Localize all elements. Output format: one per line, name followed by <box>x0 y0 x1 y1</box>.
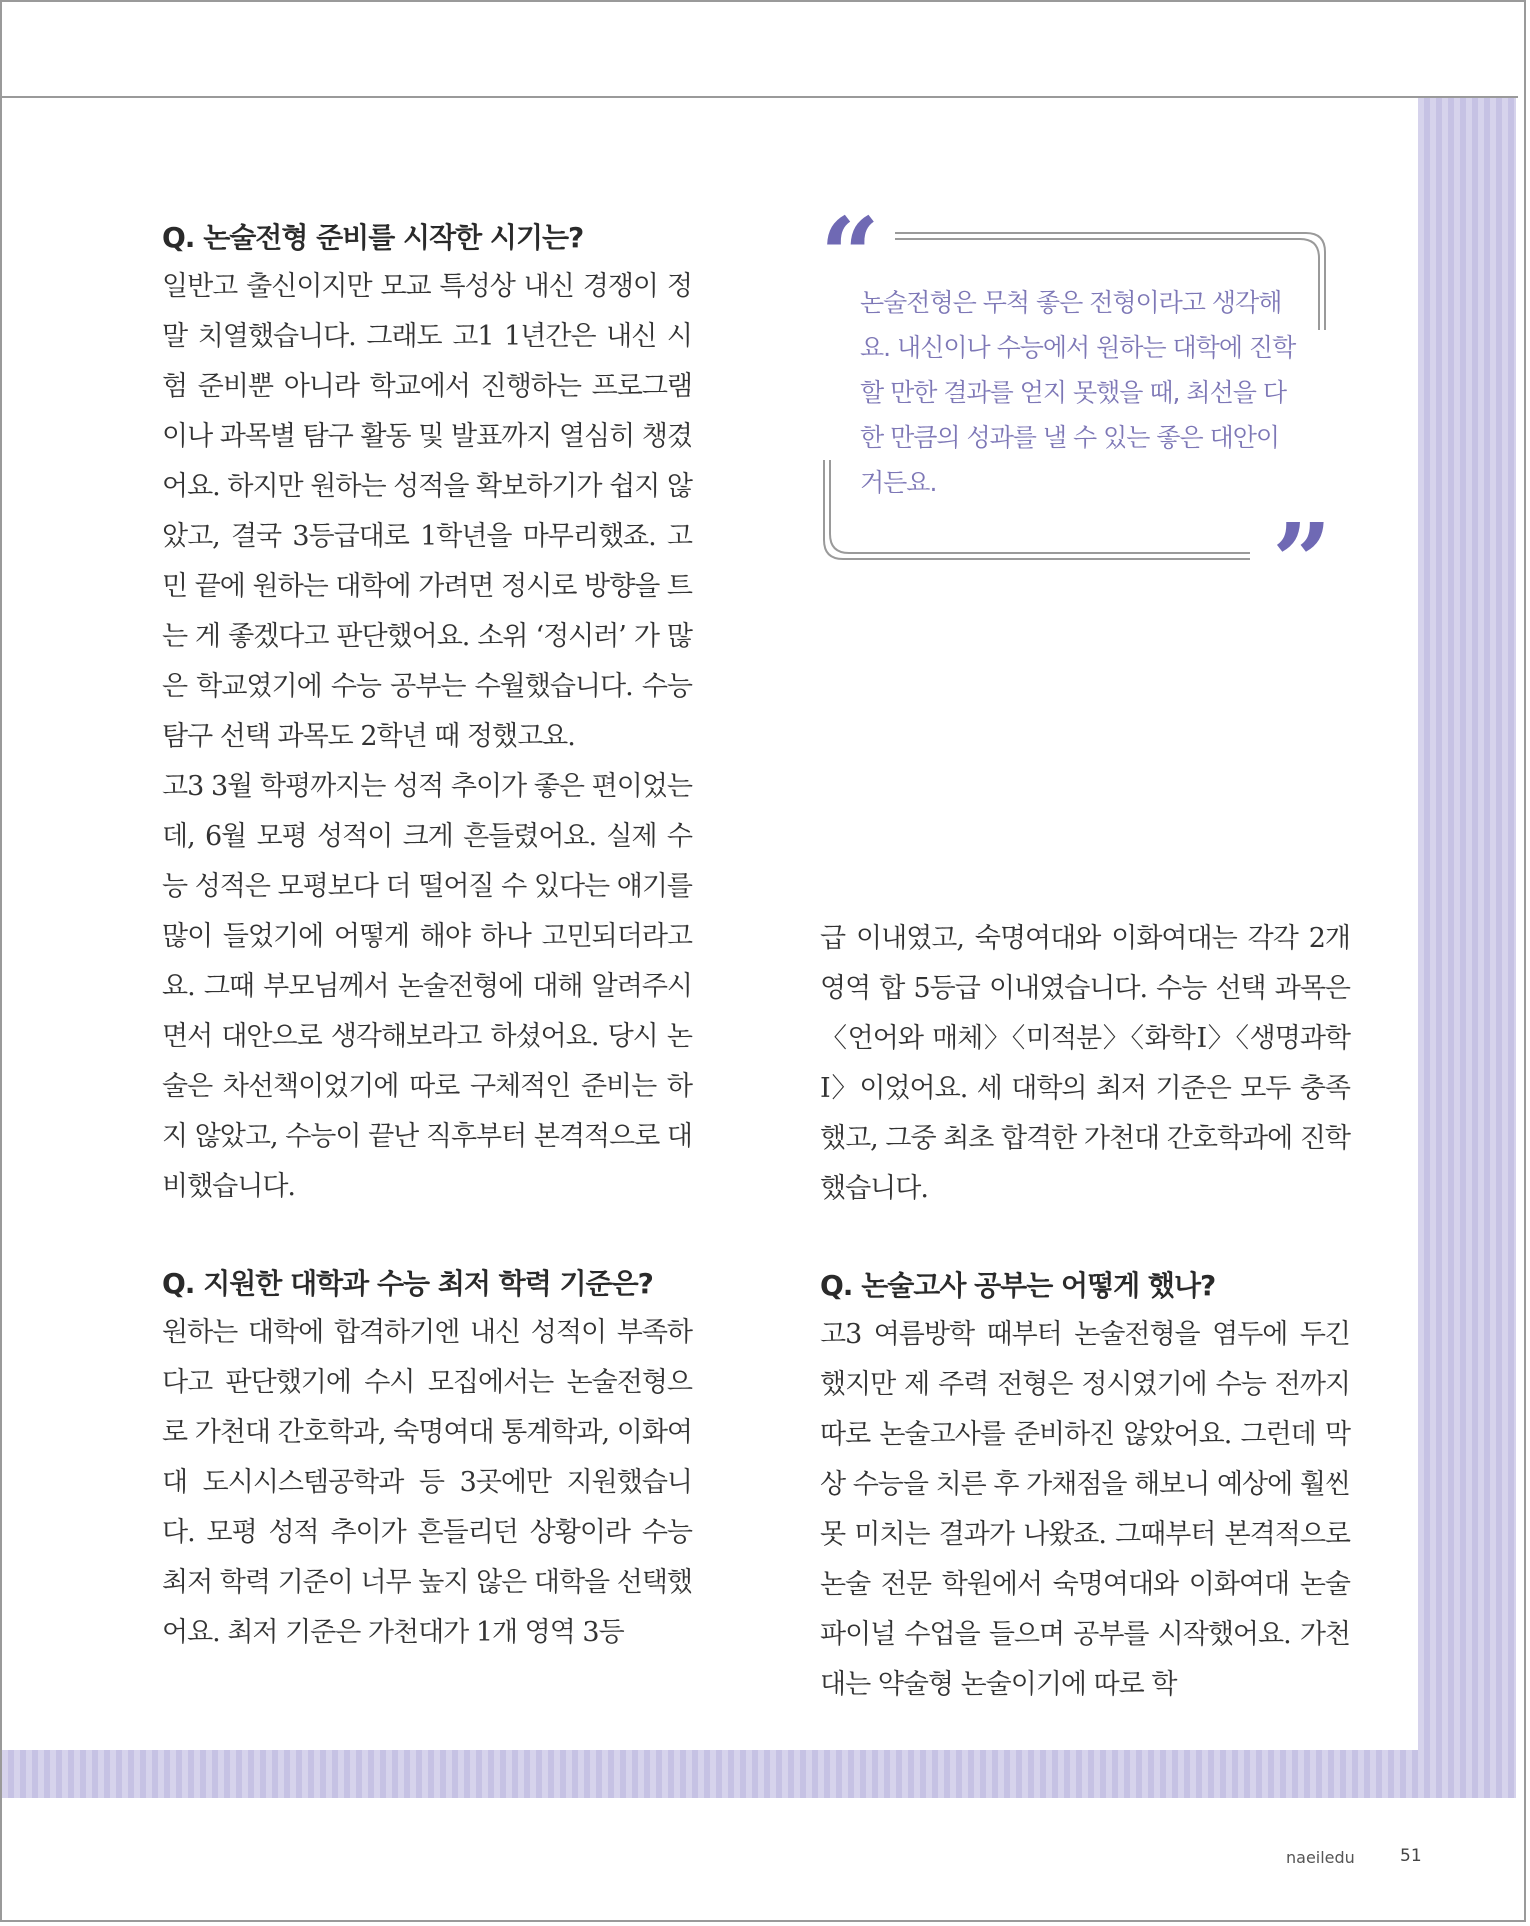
question-heading-1: Q. 논술전형 준비를 시작한 시기는? <box>162 221 584 254</box>
page-number: 51 <box>1400 1846 1422 1866</box>
answer-paragraph-4: 고3 여름방학 때부터 논술전형을 염두에 두긴 했지만 제 주력 전형은 정시였기에 수능 전까지 따로 논술고사를 준비하진 않았어요. 그런데 막상 수능을 치른 후 가채점을 해보니 예상에 훨씬 못 미치는 결과가 나왔죠. 그때부터 본격적으로 논술 전문 학원에서 숙명여대와 이화여대 논술 파이널 수업을 들으며 공부를 시작했어요. 가천대는 약술형 논술이기에 따로 학 <box>820 1319 1350 1700</box>
close-quote-icon: ” <box>1272 500 1332 623</box>
quote-text: 논술전형은 무척 좋은 전형이라고 생각해요. 내신이나 수능에서 원하는 대학에 진학할 만한 결과를 얻지 못했을 때, 최선을 다한 만큼의 성과를 낼 수 있는 좋은 대안이거든요. <box>860 288 1296 497</box>
section-gap <box>820 1214 1350 1262</box>
open-quote-icon: “ <box>820 194 880 317</box>
decorative-stripe-right <box>1418 98 1516 1750</box>
answer-paragraph-2: 고3 3월 학평까지는 성적 추이가 좋은 편이었는데, 6월 모평 성적이 크게 흔들렸어요. 실제 수능 성적은 모평보다 더 떨어질 수 있다는 얘기를 많이 들었기에 어떻게 해야 하나 고민되더라고요. 그때 부모님께서 논술전형에 대해 알려주시면서 대안으로 생각해보라고 하셨어요. 당시 논술은 차선책이었기에 따로 구체적인 준비는 하지 않았고, 수능이 끝난 직후부터 본격적으로 대비했습니다. <box>162 771 692 1202</box>
question-heading-3: Q. 논술고사 공부는 어떻게 했나? <box>820 1269 1216 1302</box>
answer-paragraph-1: 일반고 출신이지만 모교 특성상 내신 경쟁이 정말 치열했습니다. 그래도 고1 1년간은 내신 시험 준비뿐 아니라 학교에서 진행하는 프로그램이나 과목별 탐구 활동 및 발표까지 열심히 챙겼어요. 하지만 원하는 성적을 확보하기가 쉽지 않았고, 결국 3등급대로 1학년을 마무리했죠. 고민 끝에 원하는 대학에 가려면 정시로 방향을 트는 게 좋겠다고 판단했어요. 소위 ‘정시러’ 가 많은 학교였기에 수능 공부는 수월했습니다. 수능 탐구 선택 과목도 2학년 때 정했고요. <box>162 271 692 752</box>
footer-brand: naeiledu <box>1286 1848 1355 1867</box>
right-column <box>820 914 1350 1710</box>
answer-paragraph-continued: 급 이내였고, 숙명여대와 이화여대는 각각 2개 영역 합 5등급 이내였습니다. 수능 선택 과목은 〈언어와 매체〉〈미적분〉〈화학Ⅰ〉〈생명과학Ⅰ〉이었어요. 세 대학의 최저 기준은 모두 충족했고, 그중 최초 합격한 가천대 간호학과에 진학했습니다. <box>820 923 1350 1204</box>
decorative-stripe-bottom <box>2 1750 1516 1798</box>
pull-quote <box>820 194 1340 623</box>
answer-paragraph-3: 원하는 대학에 합격하기엔 내신 성적이 부족하다고 판단했기에 수시 모집에서는 논술전형으로 가천대 간호학과, 숙명여대 통계학과, 이화여대 도시시스템공학과 등 3곳에만 지원했습니다. 모평 성적 추이가 흔들리던 상황이라 수능 최저 학력 기준이 너무 높지 않은 대학을 선택했어요. 최저 기준은 가천대가 1개 영역 3등 <box>162 1317 692 1648</box>
question-heading-2: Q. 지원한 대학과 수능 최저 학력 기준은? <box>162 1267 653 1300</box>
section-gap <box>162 1212 692 1260</box>
left-column <box>162 214 692 1658</box>
